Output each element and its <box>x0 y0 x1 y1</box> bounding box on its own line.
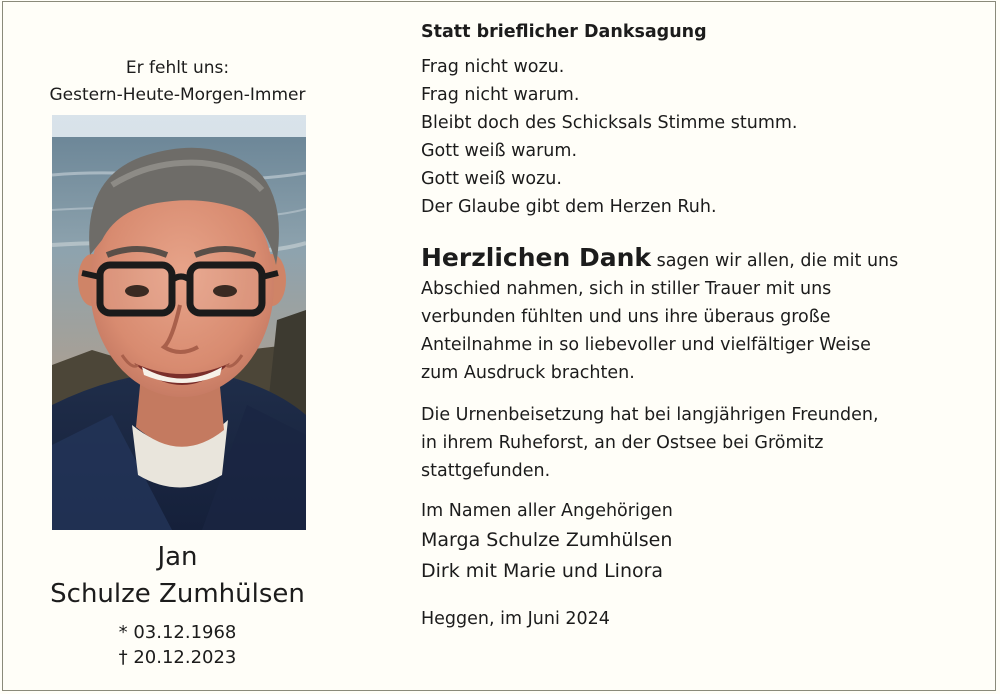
signature-name: Dirk mit Marie und Linora <box>421 560 664 582</box>
poem-line: Frag nicht wozu. <box>421 57 565 77</box>
deceased-name-block <box>20 540 335 670</box>
burial-line: stattgefunden. <box>421 461 551 481</box>
death-date: † 20.12.2023 <box>118 647 237 668</box>
motto-line-2: Gestern-Heute-Morgen-Immer <box>49 85 306 105</box>
signature-intro: Im Namen aller Angehörigen <box>421 501 673 521</box>
thanks-line: Anteilnahme in so liebevoller und vielfältiger Weise <box>421 335 871 355</box>
poem-line: Gott weiß warum. <box>421 141 578 161</box>
poem-line: Der Glaube gibt dem Herzen Ruh. <box>421 197 717 217</box>
portrait-photo <box>52 115 306 530</box>
burial-paragraph <box>421 401 981 485</box>
birth-date: * 03.12.1968 <box>118 622 237 643</box>
text-column <box>421 19 981 633</box>
thanks-line: Abschied nahmen, sich in stiller Trauer mit uns <box>421 279 832 299</box>
place-date: Heggen, im Juni 2024 <box>421 609 610 629</box>
signature-block <box>421 497 981 587</box>
poem-line: Gott weiß wozu. <box>421 169 562 189</box>
life-dates <box>20 620 335 670</box>
motto-block <box>20 55 335 109</box>
last-name: Schulze Zumhülsen <box>50 579 305 609</box>
thanks-text: sagen wir allen, die mit uns <box>651 251 899 271</box>
thanks-line: verbunden fühlten und uns ihre überaus große <box>421 307 831 327</box>
motto-line-1: Er fehlt uns: <box>125 58 230 78</box>
thanks-paragraph <box>421 244 981 387</box>
thanks-heading: Herzlichen Dank <box>421 243 652 272</box>
poem-line: Frag nicht warum. <box>421 85 580 105</box>
thanks-line: zum Ausdruck brachten. <box>421 363 635 383</box>
poem-line: Bleibt doch des Schicksals Stimme stumm. <box>421 113 798 133</box>
signature-name: Marga Schulze Zumhülsen <box>421 529 673 551</box>
notice-heading: Statt brieflicher Danksagung <box>421 22 707 42</box>
first-name: Jan <box>157 542 198 572</box>
burial-line: in ihrem Ruheforst, an der Ostsee bei Grömitz <box>421 433 824 453</box>
burial-line: Die Urnenbeisetzung hat bei langjährigen Freunden, <box>421 405 879 425</box>
poem <box>421 53 981 221</box>
